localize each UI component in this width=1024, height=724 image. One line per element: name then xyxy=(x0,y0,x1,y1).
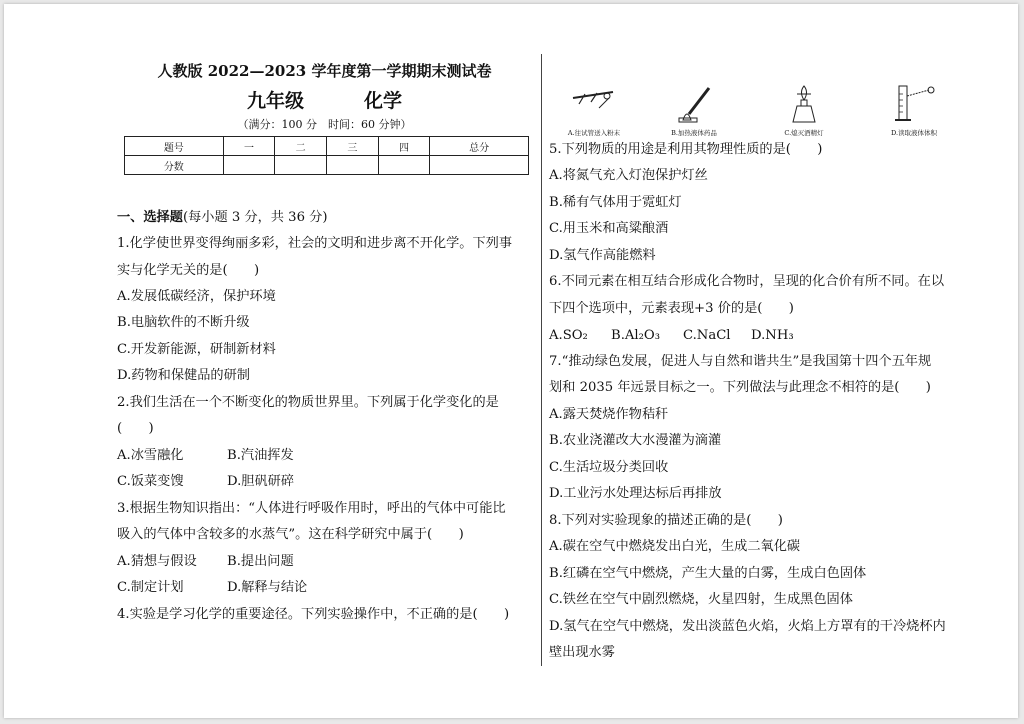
score-cell: 分数 xyxy=(125,156,224,175)
column-divider xyxy=(541,54,542,666)
score-cell: 四 xyxy=(378,137,430,156)
section-title: 一、选择题 xyxy=(117,210,183,225)
exam-meta: （满分：100 分 时间：60 分钟） xyxy=(237,118,412,131)
score-table-score-row xyxy=(125,156,529,175)
q5-stem-line1: 5.下列物质的用途是利用其物理性质的是( ) xyxy=(549,142,823,157)
q1-option-d: D.药物和保健品的研制 xyxy=(117,368,250,383)
q2-options-row1 xyxy=(117,448,294,464)
figure-b-caption: B.加热液体药品 xyxy=(671,129,717,137)
q6-option-d: D.NH₃ xyxy=(751,328,794,343)
score-entry[interactable] xyxy=(430,156,529,175)
q3-option-a: A.猜想与假设 xyxy=(117,554,197,569)
q7-option-a: A.露天焚烧作物秸秆 xyxy=(549,407,669,422)
q8-option-d-line1: D.氢气在空气中燃烧，发出淡蓝色火焰，火焰上方罩有的干冷烧杯内 xyxy=(549,619,946,634)
test-tube-powder-icon xyxy=(569,84,619,124)
q2-stem-line2: ( ) xyxy=(117,421,154,436)
heating-liquid-icon xyxy=(669,84,719,124)
q3-stem-line2: 吸入的气体中含较多的水蒸气”。这在科学研究中属于( ) xyxy=(117,527,464,542)
q3-option-b: B.提出问题 xyxy=(227,554,294,569)
q4-figures xyxy=(549,84,969,139)
section-note: (每小题 3 分，共 36 分) xyxy=(182,210,328,225)
q2-stem-line1: 2.我们生活在一个不断变化的物质世界里。下列属于化学变化的是 xyxy=(117,395,499,410)
q6-options-row xyxy=(549,328,794,344)
q6-option-b: B.Al₂O₃ xyxy=(611,328,661,343)
exam-sheet xyxy=(4,4,1018,718)
q7-option-b: B.农业浇灌改大水漫灌为滴灌 xyxy=(549,433,722,448)
score-cell: 二 xyxy=(275,137,327,156)
q5-option-c: C.用玉米和高粱酿酒 xyxy=(549,221,669,236)
q3-stem-line1: 3.根据生物知识指出：“人体进行呼吸作用时，呼出的气体中可能比 xyxy=(117,501,506,516)
score-table-header-row xyxy=(125,137,529,156)
score-cell: 总分 xyxy=(430,137,529,156)
figure-a xyxy=(549,84,639,139)
figure-a-caption: A.往试管送入粉末 xyxy=(567,129,621,137)
q2-option-c: C.饭菜变馊 xyxy=(117,474,184,489)
q2-option-b: B.汽油挥发 xyxy=(227,448,294,463)
figure-d-caption: D.读取液体体积 xyxy=(890,129,938,137)
q1-option-c: C.开发新能源，研制新材料 xyxy=(117,342,276,357)
q6-option-c: C.NaCl xyxy=(683,328,731,343)
subject-label: 化学 xyxy=(364,90,403,112)
alcohol-lamp-icon xyxy=(779,84,829,124)
q6-stem-line1: 6.不同元素在相互结合形成化合物时，呈现的化合价有所不同。在以 xyxy=(549,274,945,289)
grade-subject xyxy=(117,86,532,113)
q3-option-d: D.解释与结论 xyxy=(227,580,308,595)
graduated-cylinder-icon xyxy=(889,84,939,124)
q8-option-b: B.红磷在空气中燃烧，产生大量的白雾，生成白色固体 xyxy=(549,566,867,581)
q5-option-a: A.将氮气充入灯泡保护灯丝 xyxy=(549,168,708,183)
score-cell: 一 xyxy=(223,137,275,156)
score-cell: 三 xyxy=(326,137,378,156)
q5-option-b: B.稀有气体用于霓虹灯 xyxy=(549,195,682,210)
score-entry[interactable] xyxy=(223,156,275,175)
figure-c xyxy=(759,84,849,139)
score-entry[interactable] xyxy=(378,156,430,175)
q2-option-d: D.胆矾研碎 xyxy=(227,474,295,489)
q1-stem-line1: 1.化学使世界变得绚丽多彩，社会的文明和进步离不开化学。下列事 xyxy=(117,236,513,251)
figure-c-caption: C.熄灭酒精灯 xyxy=(784,129,824,137)
score-entry[interactable] xyxy=(326,156,378,175)
q3-option-c: C.制定计划 xyxy=(117,580,184,595)
q8-option-d-line2: 壁出现水雾 xyxy=(549,645,615,660)
q5-option-d: D.氢气作高能燃料 xyxy=(549,248,656,263)
section-heading xyxy=(117,210,327,226)
q1-option-a: A.发展低碳经济，保护环境 xyxy=(117,289,276,304)
figure-d xyxy=(869,84,959,139)
q2-options-row2 xyxy=(117,474,294,490)
exam-title: 人教版 2022—2023 学年度第一学期期末测试卷 xyxy=(157,62,492,80)
score-table xyxy=(124,136,529,175)
q7-option-d: D.工业污水处理达标后再排放 xyxy=(549,486,722,501)
q7-stem-line2: 划和 2035 年远景目标之一。下列做法与此理念不相符的是( ) xyxy=(549,380,931,395)
q4-stem-line1: 4.实验是学习化学的重要途径。下列实验操作中，不正确的是( ) xyxy=(117,607,510,622)
figure-b xyxy=(649,84,739,139)
q7-option-c: C.生活垃圾分类回收 xyxy=(549,460,669,475)
q8-option-c: C.铁丝在空气中剧烈燃烧，火星四射，生成黑色固体 xyxy=(549,592,853,607)
q3-options-row2 xyxy=(117,580,307,596)
q1-option-b: B.电脑软件的不断升级 xyxy=(117,315,250,330)
q7-stem-line1: 7.“推动绿色发展，促进人与自然和谐共生”是我国第十四个五年规 xyxy=(549,354,932,369)
q1-stem-line2: 实与化学无关的是( ) xyxy=(117,263,260,278)
score-cell: 题号 xyxy=(125,137,224,156)
q6-stem-line2: 下四个选项中，元素表现+3 价的是( ) xyxy=(549,301,794,316)
q8-stem-line1: 8.下列对实验现象的描述正确的是( ) xyxy=(549,513,783,528)
score-entry[interactable] xyxy=(275,156,327,175)
q8-option-a: A.碳在空气中燃烧发出白光，生成二氧化碳 xyxy=(549,539,801,554)
q2-option-a: A.冰雪融化 xyxy=(117,448,184,463)
q3-options-row1 xyxy=(117,554,294,570)
q6-option-a: A.SO₂ xyxy=(549,328,588,343)
grade-label: 九年级 xyxy=(246,90,304,112)
